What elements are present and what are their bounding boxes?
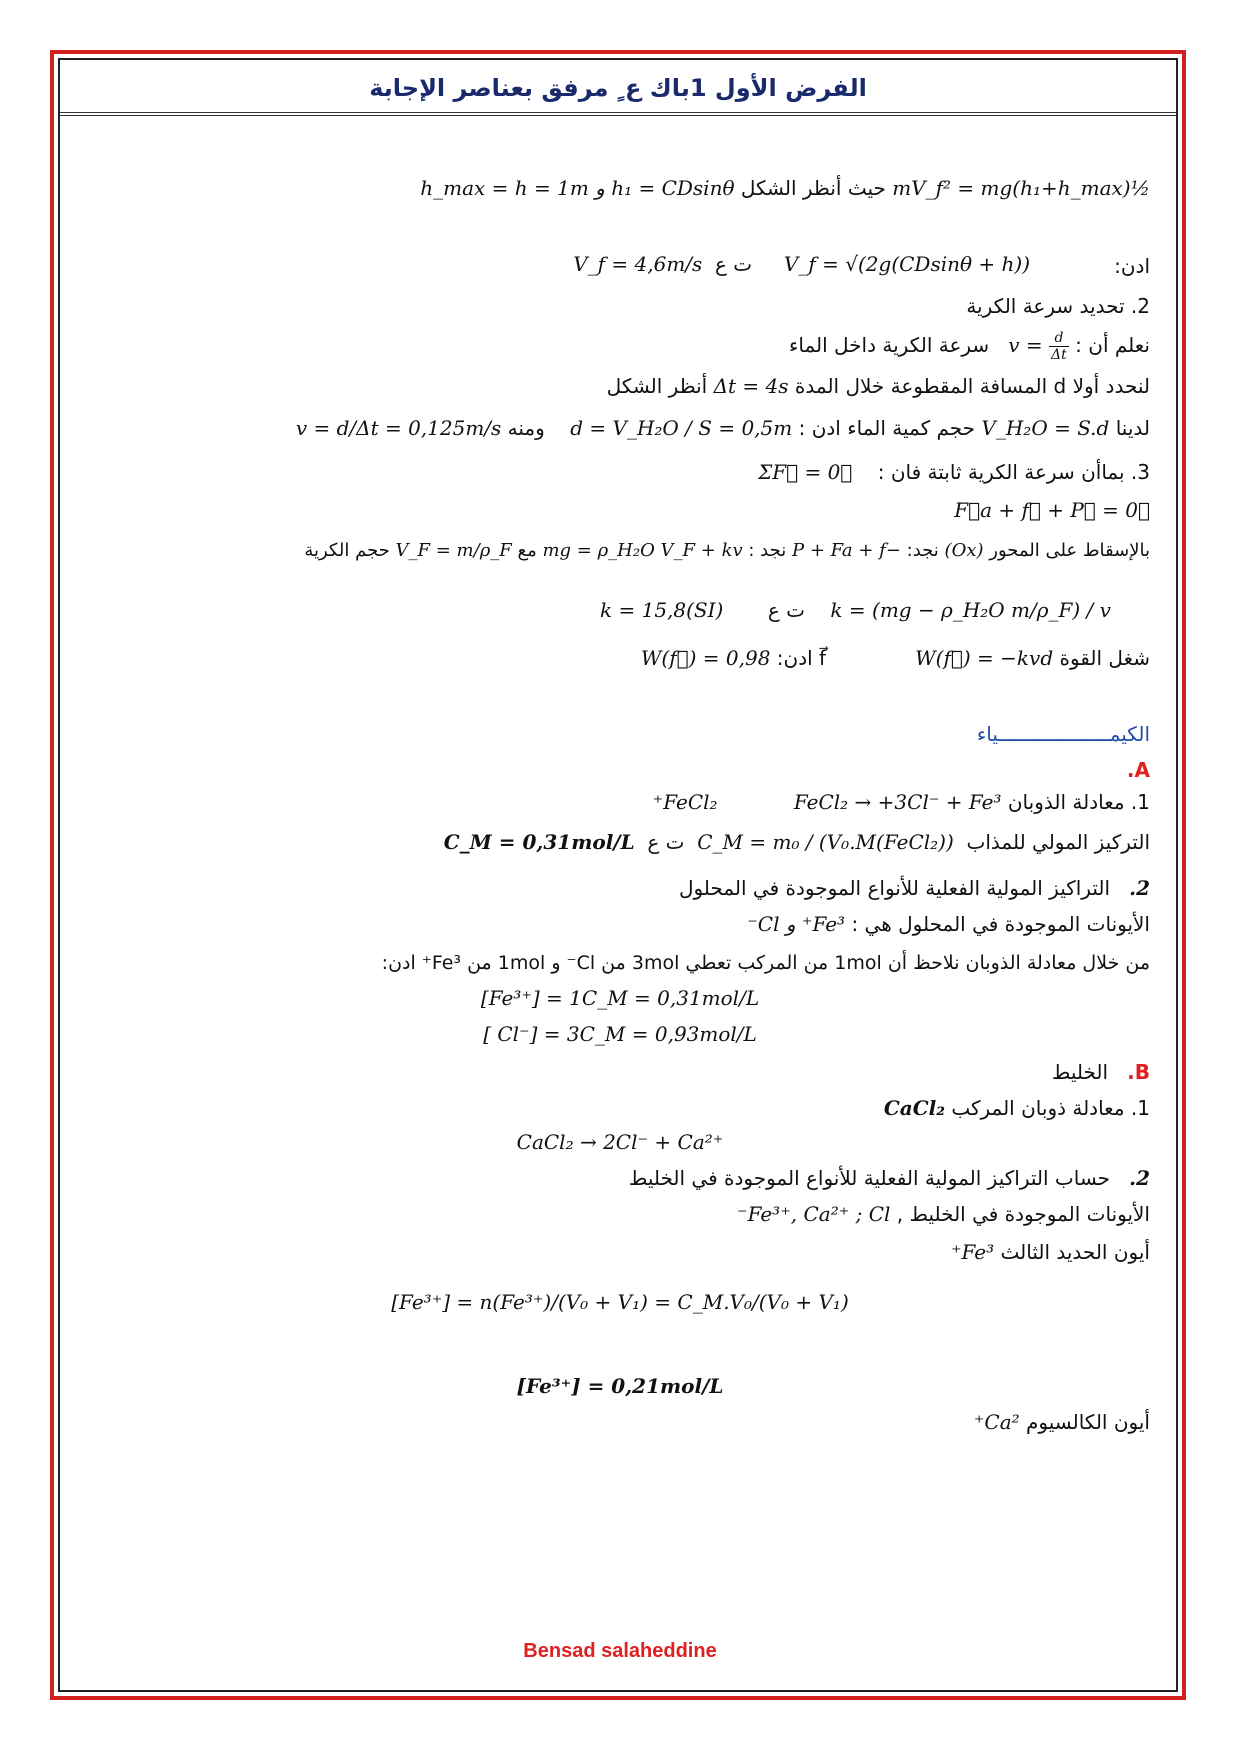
text-see-figure-2: أنظر الشكل [606, 374, 708, 398]
text-ball-volume: حجم الكرية [304, 540, 390, 561]
line-mixture-ions [737, 1202, 1150, 1226]
text-see-figure: حيث أنظر الشكل [740, 176, 886, 200]
line-section-3 [758, 460, 1150, 484]
author-footer: Bensad salaheddine [523, 1640, 717, 1662]
text-mole-ratio: من خلال معادلة الذوبان نلاحظ أن 1mol من المركب تعطي 3mol من Cl⁻ و 1mol من Fe³⁺ ادن: [381, 952, 1150, 974]
line-k [600, 598, 1111, 622]
line-speed-def: نعلم أن : v = $\frac{d}{\Delta t}$ سرعة الكرية داخل الماء [788, 330, 1150, 363]
text-work: شغل القوة f⃗ [819, 646, 1150, 670]
eq-balance: mg = ρ_H₂O V_F + kv [542, 540, 743, 561]
eq-forces: F⃗a + f⃗ + P⃗ = 0⃗ [954, 498, 1150, 522]
eq-work: W(f⃗) = −kvd [915, 646, 1054, 670]
eq-fecl2: FeCl₂ [663, 790, 718, 814]
line-vf [573, 252, 1030, 276]
text-compound-dissolution: 1. معادلة ذوبان المركب [951, 1096, 1150, 1120]
text-we-know: نعلم أن : [1075, 333, 1150, 357]
line-b2 [629, 1166, 1150, 1190]
section-3-title: 3. بماأن سرعة الكرية ثابتة فان : [877, 460, 1150, 484]
eq-vf-volume: V_F = m/ρ_F [395, 540, 512, 561]
text-iron-ion: أيون الحديد الثالث [1000, 1240, 1150, 1264]
eq-fecl2-dissolution: FeCl₂ → +3Cl⁻ + Fe³⁺ [652, 790, 1002, 814]
eq-sum-forces: ΣF⃗ = 0⃗ [758, 460, 853, 484]
text-adn-2: ادن: [776, 646, 813, 670]
eq-cl-conc: [ Cl⁻] = 3C_M = 0,93mol/L [483, 1022, 757, 1046]
text-calcium-ion: أيون الكالسيوم [1026, 1410, 1150, 1434]
eq-ca2: Ca²⁺ [973, 1410, 1020, 1434]
text-te-2: ت ع [767, 598, 805, 622]
eq-energy: ½mV_f² = mg(h₁+h_max) [892, 176, 1150, 200]
text-hence: ومنه [507, 416, 545, 440]
line-a2 [679, 876, 1150, 900]
line-work [641, 646, 1150, 670]
text-effective-conc: التراكيز المولية الفعلية للأنواع الموجودة في المحلول [678, 876, 1111, 900]
line-cacl2-dissolution [884, 1096, 1150, 1120]
text-mixture: الخليط [1051, 1060, 1109, 1084]
line-concentration [444, 830, 1150, 854]
text-calc-conc: حساب التراكيز المولية الفعلية للأنواع الموجودة في الخليط [628, 1166, 1111, 1190]
part-a-label: A. [1126, 758, 1150, 782]
line-iron-ion [951, 1240, 1150, 1264]
line-calcium-ion [974, 1410, 1150, 1434]
eq-vf: V_f = √(2g(CDsinθ + h)) [783, 252, 1030, 276]
line-dissolution [653, 790, 1150, 814]
text-distance: لنحدد أولا d المسافة المقطوعة خلال المدة [794, 374, 1150, 398]
text-projection: بالإسقاط على المحور [989, 540, 1150, 561]
num-2: 2. [1129, 876, 1150, 900]
text-te-3: ت ع [647, 830, 685, 854]
eq-heights: h₁ = CDsinθ و h_max = h = 1m [420, 176, 735, 200]
text-we-have: لدينا [1115, 416, 1150, 440]
line-part-b [1052, 1060, 1150, 1084]
eq-ions: Fe³⁺ و Cl⁻ [747, 912, 846, 936]
eq-cm: C_M = m₀ / (V₀.M(FeCl₂)) [697, 830, 954, 854]
eq-ox: (Ox) [944, 540, 984, 561]
eq-mixture-ions: Fe³⁺, Ca²⁺ ; Cl⁻ [737, 1202, 891, 1226]
text-water-volume: حجم كمية الماء ادن : [798, 416, 976, 440]
text-with: مع [517, 540, 537, 561]
line-forces [954, 498, 1150, 522]
title-bar [60, 64, 1176, 116]
eq-cacl2: CaCl₂ [883, 1096, 945, 1120]
eq-volume: V_H₂O = S.d [981, 416, 1110, 440]
eq-fe3: Fe³⁺ [950, 1240, 995, 1264]
eq-v-value: v = d/Δt = 0,125m/s [295, 416, 502, 440]
eq-fe-mixture: [Fe³⁺] = n(Fe³⁺)/(V₀ + V₁) = C_M.V₀/(V₀ + V₁) [391, 1290, 849, 1314]
label-adn: ادن: [1114, 254, 1150, 278]
eq-fe-mixture-value: [Fe³⁺] = 0,21mol/L [516, 1374, 724, 1398]
text-speed-water: سرعة الكرية داخل الماء [788, 333, 990, 357]
eq-cacl2-dissolution: CaCl₂ → 2Cl⁻ + Ca²⁺ [516, 1130, 724, 1154]
line-volume [296, 416, 1150, 440]
line-distance [607, 374, 1150, 398]
page-title: الفرض الأول 1باك ع ٍ مرفق بعناصر الإجابة [369, 74, 867, 102]
eq-fe-conc: [Fe³⁺] = 1C_M = 0,31mol/L [480, 986, 760, 1010]
eq-d-value: d = V_H₂O / S = 0,5m [570, 416, 793, 440]
eq-work-value: W(f⃗) = 0,98 [640, 646, 771, 670]
eq-k-value: k = 15,8(SI) [600, 598, 724, 622]
eq-cm-value: C_M = 0,31mol/L [443, 830, 635, 854]
eq-projection: −P + Fa + f [792, 540, 901, 561]
section-2-title: 2. تحديد سرعة الكرية [966, 294, 1150, 318]
eq-k: k = (mg − ρ_H₂O m/ρ_F) / v [830, 598, 1111, 622]
text-we-find-2: نجد : [748, 540, 787, 561]
text-we-find: نجد: [906, 540, 939, 561]
eq-vf-value: V_f = 4,6m/s [573, 252, 703, 276]
part-b-label: B. [1127, 1060, 1150, 1084]
chemistry-heading: الكيمـــــــــــــــــــياء [976, 722, 1150, 746]
line-ions [747, 912, 1150, 936]
num-2b: 2. [1129, 1166, 1150, 1190]
eq-dt: Δt = 4s [713, 374, 789, 398]
text-te: ت ع [715, 252, 753, 276]
text-dissolution: 1. معادلة الذوبان [1007, 790, 1150, 814]
line-energy [420, 176, 1150, 200]
line-projection [304, 540, 1150, 561]
text-mixture-ions: الأيونات الموجودة في الخليط , [896, 1202, 1150, 1226]
text-ions: الأيونات الموجودة في المحلول هي : [851, 912, 1150, 936]
text-molar-conc: التركيز المولي للمذاب [966, 830, 1150, 854]
